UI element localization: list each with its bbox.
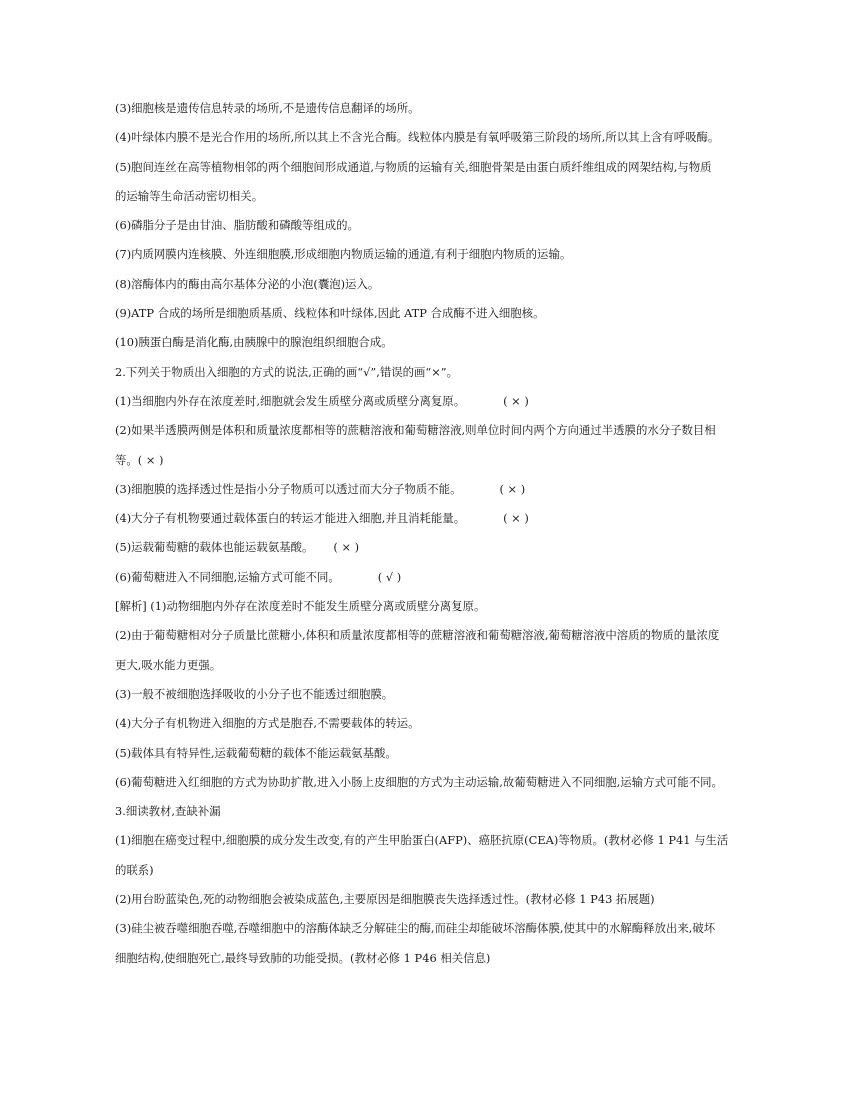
answer-mark: ( √ ) bbox=[377, 569, 402, 584]
text-line: 的联系) bbox=[115, 862, 154, 877]
analysis-line: (2)由于葡萄糖相对分子质量比蔗糖小,体积和质量浓度都相等的蔗糖溶液和葡萄糖溶液,葡萄糖溶液中溶质的物质的量浓度 bbox=[115, 628, 720, 643]
question-text: (6)葡萄糖进入不同细胞,运输方式可能不同。 bbox=[115, 569, 340, 584]
text-line: (10)胰蛋白酶是消化酶,由胰腺中的腺泡组织细胞合成。 bbox=[115, 335, 393, 350]
question-item: 等。( × ) bbox=[115, 452, 164, 467]
text-line: (1)细胞在癌变过程中,细胞膜的成分发生改变,有的产生甲胎蛋白(AFP)、癌胚抗原(CEA)等物质。(教材必修 1 P41 与生活 bbox=[115, 833, 729, 848]
analysis-line: (4)大分子有机物进入细胞的方式是胞吞,不需要载体的转运。 bbox=[115, 716, 420, 731]
analysis-line: (6)葡萄糖进入红细胞的方式为协助扩散,进入小肠上皮细胞的方式为主动运输,故葡萄糖进入不同细胞,运输方式可能不同。 bbox=[115, 774, 723, 789]
text-line: 的运输等生命活动密切相关。 bbox=[115, 188, 264, 203]
text-line: (5)胞间连丝在高等植物相邻的两个细胞间形成通道,与物质的运输有关,细胞骨架是由蛋白质纤维组成的网架结构,与物质 bbox=[115, 159, 712, 174]
analysis-line: (3)一般不被细胞选择吸收的小分子也不能透过细胞膜。 bbox=[115, 686, 394, 701]
section-heading: 3.细读教材,查缺补漏 bbox=[115, 804, 221, 819]
analysis-line: (5)载体具有特异性,运载葡萄糖的载体不能运载氨基酸。 bbox=[115, 745, 397, 760]
question-item bbox=[115, 563, 765, 592]
question-text: (3)细胞膜的选择透过性是指小分子物质可以透过而大分子物质不能。 bbox=[115, 481, 462, 496]
text-line: 细胞结构,使细胞死亡,最终导致肺的功能受损。(教材必修 1 P46 相关信息) bbox=[115, 950, 491, 965]
document-body bbox=[115, 94, 765, 973]
text-line: (6)磷脂分子是由甘油、脂肪酸和磷酸等组成的。 bbox=[115, 218, 359, 233]
text-line: (8)溶酶体内的酶由高尔基体分泌的小泡(囊泡)运入。 bbox=[115, 276, 380, 291]
question-item: (2)如果半透膜两侧是体积和质量浓度都相等的蔗糖溶液和葡萄糖溶液,则单位时间内两个方向通过半透膜的水分子数目相 bbox=[115, 423, 716, 438]
answer-mark: ( × ) bbox=[333, 540, 360, 555]
text-line: (4)叶绿体内膜不是光合作用的场所,所以其上不含光合酶。线粒体内膜是有氧呼吸第三阶段的场所,所以其上含有呼吸酶。 bbox=[115, 130, 720, 145]
question-item bbox=[115, 533, 765, 562]
answer-mark: ( × ) bbox=[503, 393, 529, 408]
question-item bbox=[115, 475, 765, 504]
analysis-line: 更大,吸水能力更强。 bbox=[115, 657, 222, 672]
text-line: (3)硅尘被吞噬细胞吞噬,吞噬细胞中的溶酶体缺乏分解硅尘的酶,而硅尘却能破坏溶酶体膜,使其中的水解酶释放出来,破坏 bbox=[115, 921, 716, 936]
question-text: (1)当细胞内外存在浓度差时,细胞就会发生质壁分离或质壁分离复原。 bbox=[115, 393, 466, 408]
text-line: (9)ATP 合成的场所是细胞质基质、线粒体和叶绿体,因此 ATP 合成酶不进入细胞核。 bbox=[115, 306, 545, 321]
text-line: (3)细胞核是遗传信息转录的场所,不是遗传信息翻译的场所。 bbox=[115, 101, 420, 115]
question-heading: 2.下列关于物质出入细胞的方式的说法,正确的画“√”,错误的画“×”。 bbox=[115, 364, 458, 379]
analysis-line: [解析] (1)动物细胞内外存在浓度差时不能发生质壁分离或质壁分离复原。 bbox=[115, 599, 486, 614]
text-line: (7)内质网膜内连核膜、外连细胞膜,形成细胞内物质运输的通道,有利于细胞内物质的运输。 bbox=[115, 247, 572, 262]
text-line: (2)用台盼蓝染色,死的动物细胞会被染成蓝色,主要原因是细胞膜丧失选择透过性。(教材必修 1 P43 拓展题) bbox=[115, 892, 655, 907]
question-text: (4)大分子有机物要通过载体蛋白的转运才能进入细胞,并且消耗能量。 bbox=[115, 511, 466, 526]
answer-mark: ( × ) bbox=[503, 511, 529, 526]
answer-mark: ( × ) bbox=[499, 481, 526, 496]
question-item bbox=[115, 504, 765, 533]
question-text: (5)运载葡萄糖的载体也能运载氨基酸。 bbox=[115, 540, 314, 555]
question-item bbox=[115, 387, 765, 416]
